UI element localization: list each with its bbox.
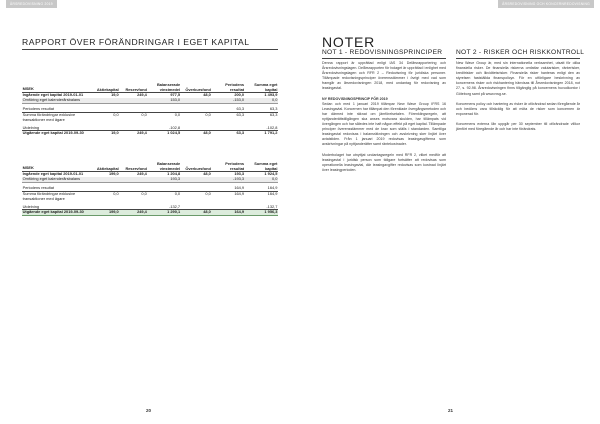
row-label: Omföring eget kalenderårsbalans	[22, 177, 91, 182]
column-header: Periodens resultat	[211, 153, 244, 172]
column-header: MSEK	[22, 153, 91, 172]
note-2-rule	[456, 58, 580, 59]
cell-value: -193,3	[211, 177, 244, 182]
column-header: Aktiekapital	[91, 153, 119, 172]
cell-value: 164,9	[211, 210, 244, 216]
cell-value: 1 204,8	[167, 171, 181, 176]
cell-value: 48,0	[181, 131, 212, 136]
row-label: Summa förändringar exklusive transaktioner med ägare	[22, 191, 91, 201]
column-header: Balanserade vinstmedel	[147, 74, 180, 93]
paragraph: Koncernens policy och hantering av risker är oförändrad sedan föregående år och bedöms vara tillräcklig för att möta de risker som koncernen är exponerad för.	[456, 101, 580, 116]
paragraph: Denna rapport är upprättad enligt IAS 34 Delårsrapportering och Årsredovisningslagen. Delårsrapporten för bolaget är upprättad i enlighet med Årsredovisningslagen och RFR 2 – Redovisning för juridiska personer. Tillämpade redovisningsprinciper överensstämmer i övrigt med vad som framgår av årsredovisningen 2018, med undantag för redovisning av leasingavtal.	[322, 61, 446, 91]
note-1-body	[322, 61, 446, 178]
cell-value: 1 924,5	[264, 171, 278, 176]
cell-value: 200,0	[234, 92, 245, 97]
cell-value: 199,0	[91, 210, 119, 216]
note-2-heading: NOT 2 - RISKER OCH RISKKONTROLL	[456, 49, 585, 56]
cell-value: 0,0	[147, 191, 180, 201]
cell-value: 19,0	[91, 131, 119, 136]
cell-value: 153,0	[147, 98, 180, 103]
column-header: Summa eget kapital	[245, 74, 278, 93]
paragraph: Moderbolaget har utnyttjat undantagsregeln med RFR 2, vilket medför att leasingavtal i juridisk person som tidigare fortsätter att redovisas som operationella leasingavtal, där leasingavgifter redovisas som kostnad linjärt över leasingperioden.	[322, 152, 446, 172]
cell-value: -102,8	[266, 125, 278, 130]
cell-value: 63,3	[236, 106, 245, 111]
column-header: Reservfond	[119, 74, 147, 93]
cell-value: 0,0	[119, 191, 147, 201]
cell-value: 164,9	[234, 185, 245, 190]
cell-value: 199,0	[108, 171, 119, 176]
row-label: Utdelning	[22, 204, 40, 209]
cell-value: -102,8	[169, 125, 181, 130]
subheading: NY REDOVISNINGSPRINCIP FÖR 2019	[322, 96, 388, 101]
cell-value: 249,4	[137, 92, 147, 97]
note-2-body	[456, 61, 580, 137]
column-header: Aktiekapital	[91, 74, 119, 93]
row-label: Summa förändringar exklusive transaktioner med ägare	[22, 112, 91, 122]
equity-table-previous	[22, 153, 278, 216]
column-header: Periodens resultat	[211, 74, 244, 93]
paragraph: Koncernens externa lån uppgår per 30 september till oförändrade villkor jämfört med föregående år och har inte förändrats.	[456, 121, 580, 132]
table-row	[22, 191, 278, 201]
cell-value: 48,0	[203, 171, 211, 176]
cell-value: 0,0	[147, 112, 180, 122]
cell-value: 63,3	[211, 112, 244, 122]
notes-title: NOTER	[322, 34, 375, 50]
row-label: Ingående eget kapital 2019-01-01	[22, 171, 84, 176]
note-1-rule	[322, 58, 446, 59]
cell-value: 0,0	[181, 191, 212, 201]
column-header: Summa eget kapital	[245, 153, 278, 172]
column-header: MSEK	[22, 74, 91, 93]
row-label: Utgående eget kapital 2019-09-30	[22, 131, 91, 136]
cell-value: 63,3	[245, 112, 278, 122]
cell-value: -153,0	[211, 98, 244, 103]
section-tab: ÅRSREDOVISNING 2019	[6, 0, 57, 8]
cell-value: 48,0	[203, 92, 211, 97]
title-rule	[22, 49, 278, 50]
table-row	[22, 210, 278, 216]
cell-value: 63,3	[269, 106, 278, 111]
cell-value: 977,5	[170, 92, 181, 97]
section-tab: ÅRSREDOVISNING OCH KONCERNREDOVISNING	[498, 0, 594, 8]
cell-value: 1 024,5	[147, 131, 180, 136]
cell-value: 0,0	[245, 98, 278, 103]
cell-value: 1 956,3	[245, 210, 278, 216]
column-header: Balanserade vinstmedel	[147, 153, 180, 172]
table-header-row	[22, 74, 278, 93]
cell-value: 1 791,2	[245, 131, 278, 136]
cell-value: -132,7	[266, 204, 278, 209]
page-number: 21	[448, 408, 454, 413]
cell-value: 0,0	[91, 191, 119, 201]
cell-value: 249,4	[119, 210, 147, 216]
cell-value: 1 290,1	[147, 210, 180, 216]
note-1-heading: NOT 1 - REDOVISNINGSPRINCIPER	[322, 49, 443, 56]
equity-table-current	[22, 74, 278, 136]
cell-value: 193,3	[234, 171, 245, 176]
cell-value: -132,7	[169, 204, 181, 209]
row-label: Periodens resultat	[22, 106, 54, 111]
paragraph: New Wave Group är, med sin internationella verksamhet, utsatt för olika finansiella risker. De finansiella riskerna omfattar valutarisker, ränterisker, kreditrisker och likviditetsrisker. Finansiella risker hanteras enligt den av styrelsen fastställda finanspolicyn. För en utförligare beskrivning av koncernens risker och riskhantering hänvisas till Årsredovisningen 2018, not 27, s. 92-98. Årsredovisningen finns tillgänglig på koncernens huvudkontor i Göteborg samt på www.nwg.se.	[456, 61, 580, 96]
page-number: 20	[146, 408, 152, 413]
cell-value: 0,0	[119, 112, 147, 122]
cell-value: 164,9	[245, 191, 278, 201]
table-row	[22, 112, 278, 122]
row-label: Ingående eget kapital 2019-01-01	[22, 92, 84, 97]
row-label: Utdelning	[22, 125, 40, 130]
cell-value: 0,0	[245, 177, 278, 182]
page-title: RAPPORT ÖVER FÖRÄNDRINGAR I EGET KAPITAL	[22, 37, 250, 47]
cell-value: 193,3	[147, 177, 180, 182]
cell-value: 164,9	[267, 185, 278, 190]
cell-value: 249,4	[119, 131, 147, 136]
cell-value: 19,0	[111, 92, 119, 97]
column-header: Överkursfond	[181, 153, 212, 172]
right-page	[300, 0, 600, 424]
cell-value: 1 493,9	[264, 92, 278, 97]
column-header: Reservfond	[119, 153, 147, 172]
cell-value: 0,0	[91, 112, 119, 122]
row-label: Periodens resultat	[22, 185, 54, 190]
cell-value: 164,9	[211, 191, 244, 201]
column-header: Överkursfond	[181, 74, 212, 93]
row-label: Omföring eget kalenderårsbalans	[22, 98, 91, 103]
cell-value: 249,4	[137, 171, 147, 176]
cell-value: 48,0	[181, 210, 212, 216]
table-row	[22, 131, 278, 136]
cell-value: 0,0	[181, 112, 212, 122]
paragraph: Sedan och med 1 januari 2019 tillämpar New Wave Group IFRS 16 Leasingavtal. Koncernen har tillämpat den förenklade övergångsmetoden och har därmed inte räknat om jämförelsetalen. Förenklingsregeln, att nyttjanderättstillgången ska anses motsvara skulden, har tillämpats vid övergången och har således inte haft någon effekt på eget kapital. Tillämpade principer överensstämmer med de krav som ställs i standarden. Samtliga leasingavtal redovisas i balansräkningen och avskrivning sker linjärt över avtalstiden. Från 1 januari 2019 redovisas leasingavgifterna som avskrivningar på nyttjanderätter samt räntekostnader.	[322, 101, 446, 147]
row-label: Utgående eget kapital 2019-09-30	[22, 210, 91, 216]
table-header-row	[22, 153, 278, 172]
cell-value: 63,3	[211, 131, 244, 136]
